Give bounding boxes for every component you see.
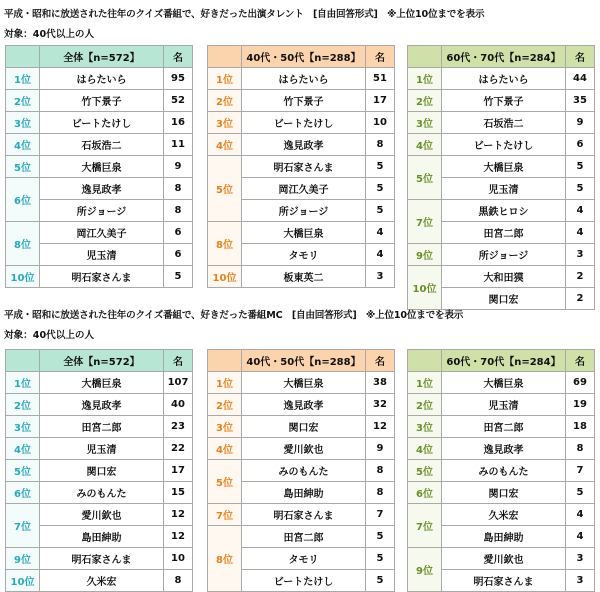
table-header: 全体【n=572】 [40, 46, 164, 68]
rank-cell: 4位 [6, 438, 40, 460]
count-cell: 12 [164, 504, 193, 526]
name-cell: 石坂浩二 [442, 112, 566, 134]
rank-cell: 3位 [6, 112, 40, 134]
rank-cell: 1位 [208, 68, 242, 90]
name-cell: みのもんた [442, 460, 566, 482]
count-cell: 5 [366, 200, 395, 222]
count-cell: 8 [366, 460, 395, 482]
count-cell: 3 [566, 548, 595, 570]
count-cell: 2 [566, 288, 595, 310]
table-row [408, 416, 595, 438]
name-cell: 明石家さんま [442, 570, 566, 592]
name-cell: 明石家さんま [242, 156, 366, 178]
rank-cell: 2位 [208, 394, 242, 416]
count-cell: 6 [566, 134, 595, 156]
count-cell: 18 [566, 416, 595, 438]
name-cell: みのもんた [40, 482, 164, 504]
name-cell: 明石家さんま [40, 548, 164, 570]
count-cell: 7 [366, 504, 395, 526]
rank-cell: 10位 [408, 266, 442, 310]
rank-cell: 8位 [208, 222, 242, 266]
rank-cell: 6位 [6, 178, 40, 222]
name-cell: 愛川欽也 [242, 438, 366, 460]
count-cell: 23 [164, 416, 193, 438]
table-row [208, 460, 395, 482]
count-cell: 11 [164, 134, 193, 156]
count-cell: 17 [366, 90, 395, 112]
count-cell: 38 [366, 372, 395, 394]
name-cell: 久米宏 [40, 570, 164, 592]
name-cell: 愛川欽也 [442, 548, 566, 570]
table-row [6, 266, 193, 288]
table-row [208, 266, 395, 288]
rank-cell: 2位 [408, 90, 442, 112]
name-cell: はらたいら [40, 68, 164, 90]
count-cell: 9 [164, 156, 193, 178]
rank-cell: 5位 [408, 460, 442, 482]
count-cell: 7 [566, 460, 595, 482]
rank-cell: 10位 [208, 266, 242, 288]
count-cell: 5 [366, 156, 395, 178]
name-cell: 逸見政孝 [242, 394, 366, 416]
name-cell: 児玉清 [442, 394, 566, 416]
name-cell: 岡江久美子 [40, 222, 164, 244]
name-cell: 久米宏 [442, 504, 566, 526]
table-row [408, 504, 595, 526]
name-cell: 島田紳助 [242, 482, 366, 504]
rank-cell: 4位 [408, 134, 442, 156]
section-1-title: 平成・昭和に放送された往年のクイズ番組で、好きだった出演タレント [自由回答形式] ※上位10位までを表示 [4, 9, 485, 20]
table-row [6, 460, 193, 482]
rank-cell: 5位 [408, 156, 442, 200]
table-row [408, 394, 595, 416]
table-row [408, 482, 595, 504]
table-header: 40代・50代【n=288】 [242, 350, 366, 372]
count-cell: 5 [164, 266, 193, 288]
count-cell: 22 [164, 438, 193, 460]
table-row [408, 266, 595, 288]
name-cell: 児玉清 [40, 244, 164, 266]
unit-header: 名 [164, 350, 193, 372]
table-header: 全体【n=572】 [40, 350, 164, 372]
name-cell: タモリ [242, 244, 366, 266]
count-cell: 5 [366, 548, 395, 570]
name-cell: 関口宏 [442, 482, 566, 504]
section-2-title: 平成・昭和に放送された往年のクイズ番組で、好きだった番組MC [自由回答形式] ※上位10位までを表示 [4, 310, 464, 321]
table-row [6, 178, 193, 200]
table-row [208, 90, 395, 112]
rank-cell: 5位 [208, 156, 242, 222]
count-cell: 16 [164, 112, 193, 134]
name-cell: ビートたけし [40, 112, 164, 134]
table-row [408, 244, 595, 266]
table-header: 40代・50代【n=288】 [242, 46, 366, 68]
rank-cell: 3位 [208, 416, 242, 438]
unit-header: 名 [366, 46, 395, 68]
name-cell: 板東英二 [242, 266, 366, 288]
name-cell: 大和田獏 [442, 266, 566, 288]
table-row [408, 134, 595, 156]
ranking-table-section1-all [5, 45, 193, 288]
table-row [208, 156, 395, 178]
name-cell: 竹下景子 [40, 90, 164, 112]
table-row [408, 460, 595, 482]
count-cell: 8 [164, 200, 193, 222]
rank-cell: 3位 [208, 112, 242, 134]
count-cell: 4 [366, 222, 395, 244]
name-cell: 田宮二郎 [442, 222, 566, 244]
count-cell: 8 [366, 134, 395, 156]
rank-cell: 7位 [208, 504, 242, 526]
name-cell: はらたいら [442, 68, 566, 90]
name-cell: 所ジョージ [442, 244, 566, 266]
rank-cell: 4位 [6, 134, 40, 156]
table-row [6, 394, 193, 416]
rank-cell: 2位 [6, 90, 40, 112]
rank-cell: 6位 [6, 482, 40, 504]
table-row [208, 394, 395, 416]
table-row [408, 156, 595, 178]
name-cell: 逸見政孝 [242, 134, 366, 156]
rank-cell: 1位 [408, 68, 442, 90]
ranking-table-section2-40s50s [207, 349, 395, 592]
ranking-table-section1-40s50s [207, 45, 395, 288]
name-cell: 所ジョージ [40, 200, 164, 222]
count-cell: 12 [366, 416, 395, 438]
count-cell: 107 [164, 372, 193, 394]
rank-cell: 8位 [208, 526, 242, 592]
count-cell: 4 [566, 200, 595, 222]
ranking-table-section2-60s70s [407, 349, 595, 592]
name-cell: 岡江久美子 [242, 178, 366, 200]
rank-cell: 10位 [6, 266, 40, 288]
rank-cell: 1位 [208, 372, 242, 394]
count-cell: 40 [164, 394, 193, 416]
count-cell: 52 [164, 90, 193, 112]
table-row [6, 112, 193, 134]
name-cell: 田宮二郎 [40, 416, 164, 438]
name-cell: はらたいら [242, 68, 366, 90]
table-row [408, 438, 595, 460]
rank-cell: 1位 [6, 372, 40, 394]
table-row [208, 222, 395, 244]
name-cell: 島田紳助 [40, 526, 164, 548]
table-row [6, 68, 193, 90]
table-row [208, 416, 395, 438]
count-cell: 10 [366, 112, 395, 134]
table-row [6, 372, 193, 394]
count-cell: 69 [566, 372, 595, 394]
rank-cell: 3位 [408, 416, 442, 438]
name-cell: ビートたけし [242, 112, 366, 134]
count-cell: 32 [366, 394, 395, 416]
section-1-target: 対象：40代以上の人 [4, 29, 95, 40]
name-cell: 大橋巨泉 [40, 156, 164, 178]
unit-header: 名 [566, 350, 595, 372]
count-cell: 3 [566, 570, 595, 592]
count-cell: 95 [164, 68, 193, 90]
name-cell: 明石家さんま [242, 504, 366, 526]
name-cell: 田宮二郎 [242, 526, 366, 548]
count-cell: 6 [164, 244, 193, 266]
rank-cell: 9位 [408, 548, 442, 592]
name-cell: 愛川欽也 [40, 504, 164, 526]
rank-cell: 4位 [208, 438, 242, 460]
rank-cell: 7位 [408, 504, 442, 548]
count-cell: 3 [366, 266, 395, 288]
count-cell: 4 [566, 526, 595, 548]
rank-cell: 10位 [6, 570, 40, 592]
name-cell: 関口宏 [242, 416, 366, 438]
name-cell: 大橋巨泉 [442, 372, 566, 394]
unit-header: 名 [366, 350, 395, 372]
table-row [408, 90, 595, 112]
name-cell: タモリ [242, 548, 366, 570]
table-row [6, 134, 193, 156]
count-cell: 2 [566, 266, 595, 288]
table-row [208, 68, 395, 90]
table-row [6, 504, 193, 526]
count-cell: 8 [566, 438, 595, 460]
name-cell: みのもんた [242, 460, 366, 482]
name-cell: 田宮二郎 [442, 416, 566, 438]
table-row [208, 504, 395, 526]
rank-cell: 2位 [6, 394, 40, 416]
table-row [208, 526, 395, 548]
name-cell: 関口宏 [40, 460, 164, 482]
count-cell: 5 [566, 156, 595, 178]
table-header: 60代・70代【n=284】 [442, 46, 566, 68]
table-row [6, 156, 193, 178]
name-cell: 黒鉄ヒロシ [442, 200, 566, 222]
rank-cell: 4位 [408, 438, 442, 460]
name-cell: 逸見政孝 [40, 178, 164, 200]
table-row [408, 372, 595, 394]
rank-cell: 5位 [6, 460, 40, 482]
count-cell: 17 [164, 460, 193, 482]
name-cell: 関口宏 [442, 288, 566, 310]
count-cell: 19 [566, 394, 595, 416]
rank-cell: 6位 [408, 482, 442, 504]
name-cell: ビートたけし [442, 134, 566, 156]
rank-cell: 5位 [208, 460, 242, 504]
name-cell: 逸見政孝 [442, 438, 566, 460]
name-cell: 明石家さんま [40, 266, 164, 288]
rank-cell: 3位 [6, 416, 40, 438]
name-cell: 大橋巨泉 [442, 156, 566, 178]
rank-cell: 2位 [208, 90, 242, 112]
count-cell: 5 [366, 570, 395, 592]
name-cell: 竹下景子 [442, 90, 566, 112]
rank-cell: 1位 [6, 68, 40, 90]
name-cell: 大橋巨泉 [242, 222, 366, 244]
table-row [408, 68, 595, 90]
name-cell: 児玉清 [442, 178, 566, 200]
count-cell: 8 [164, 178, 193, 200]
table-row [408, 200, 595, 222]
name-cell: 竹下景子 [242, 90, 366, 112]
count-cell: 9 [366, 438, 395, 460]
rank-cell: 2位 [408, 394, 442, 416]
table-row [208, 372, 395, 394]
name-cell: 大橋巨泉 [40, 372, 164, 394]
name-cell: 児玉清 [40, 438, 164, 460]
table-row [408, 548, 595, 570]
count-cell: 9 [566, 112, 595, 134]
table-row [6, 482, 193, 504]
count-cell: 10 [164, 548, 193, 570]
count-cell: 3 [566, 244, 595, 266]
name-cell: 石坂浩二 [40, 134, 164, 156]
count-cell: 4 [566, 504, 595, 526]
rank-cell: 7位 [6, 504, 40, 548]
table-header: 60代・70代【n=284】 [442, 350, 566, 372]
table-row [6, 416, 193, 438]
name-cell: 大橋巨泉 [242, 372, 366, 394]
table-row [208, 134, 395, 156]
table-row [6, 570, 193, 592]
unit-header: 名 [566, 46, 595, 68]
table-row [6, 548, 193, 570]
count-cell: 44 [566, 68, 595, 90]
rank-cell: 9位 [408, 244, 442, 266]
rank-cell: 1位 [408, 372, 442, 394]
table-row [408, 112, 595, 134]
rank-cell: 4位 [208, 134, 242, 156]
name-cell: 所ジョージ [242, 200, 366, 222]
count-cell: 4 [366, 244, 395, 266]
count-cell: 51 [366, 68, 395, 90]
name-cell: 逸見政孝 [40, 394, 164, 416]
count-cell: 5 [366, 178, 395, 200]
table-row [208, 112, 395, 134]
count-cell: 6 [164, 222, 193, 244]
rank-cell: 8位 [6, 222, 40, 266]
count-cell: 5 [566, 482, 595, 504]
section-2-target: 対象：40代以上の人 [4, 330, 95, 341]
count-cell: 35 [566, 90, 595, 112]
count-cell: 8 [366, 482, 395, 504]
rank-cell: 3位 [408, 112, 442, 134]
table-row [6, 438, 193, 460]
count-cell: 12 [164, 526, 193, 548]
table-row [6, 90, 193, 112]
ranking-table-section1-60s70s [407, 45, 595, 310]
count-cell: 15 [164, 482, 193, 504]
count-cell: 4 [566, 222, 595, 244]
rank-cell: 9位 [6, 548, 40, 570]
count-cell: 5 [566, 178, 595, 200]
count-cell: 8 [164, 570, 193, 592]
name-cell: 島田紳助 [442, 526, 566, 548]
table-row [6, 222, 193, 244]
rank-cell: 5位 [6, 156, 40, 178]
name-cell: ビートたけし [242, 570, 366, 592]
rank-cell: 7位 [408, 200, 442, 244]
unit-header: 名 [164, 46, 193, 68]
table-row [208, 438, 395, 460]
count-cell: 5 [366, 526, 395, 548]
ranking-table-section2-all [5, 349, 193, 592]
